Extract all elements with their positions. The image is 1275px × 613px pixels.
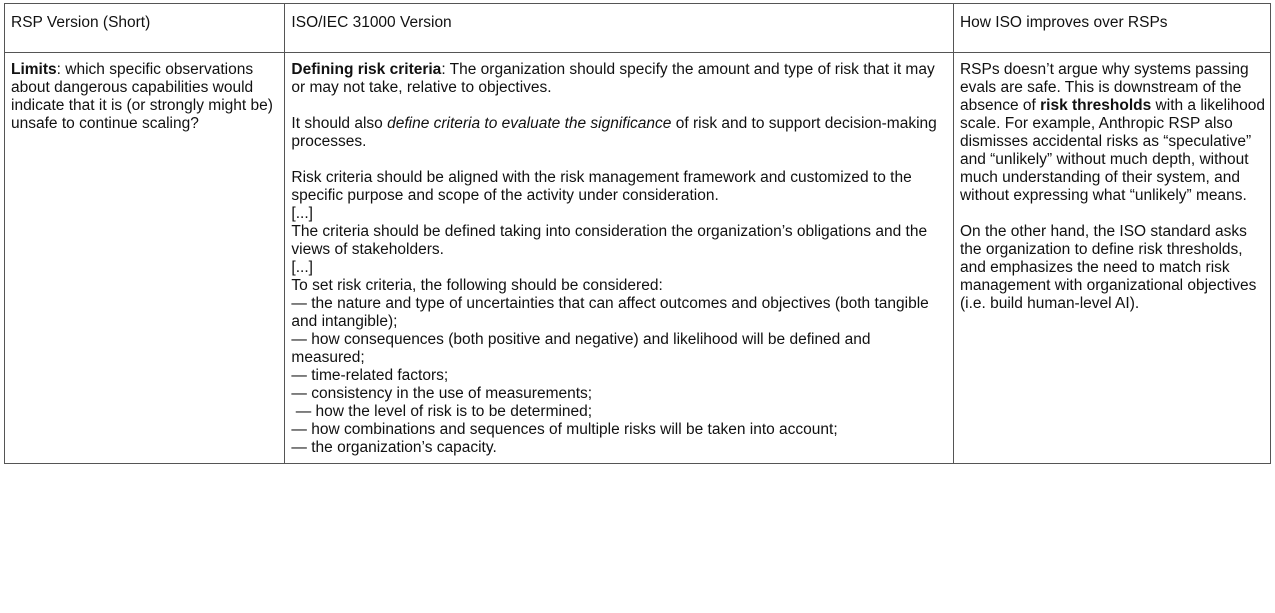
iso-paragraph-1 [291, 61, 948, 97]
iso-cell [285, 53, 954, 464]
iso-bullet: — consistency in the use of measurements; [291, 385, 593, 402]
iso-paragraph-2-pre: It should also [291, 115, 388, 132]
improve-cell [953, 53, 1270, 464]
improve-paragraph-1-pre: RSPs doesn’t argue why systems passing evals are safe. This is downstream of the absence of [959, 61, 1249, 114]
iso-ellipsis-2: [...] [291, 259, 313, 276]
iso-paragraph-1-text: : The organization should specify the amount and type of risk that it may or may not take, relative to objectives. [291, 61, 935, 96]
rsp-limits-text [11, 61, 279, 133]
iso-paragraph-3: Risk criteria should be aligned with the risk management framework and customized to the specific purpose and scope of the activity under consideration. [291, 169, 912, 204]
table-row [5, 53, 1271, 464]
iso-bullet: — how consequences (both positive and negative) and likelihood will be defined and measured; [291, 331, 871, 366]
iso-bullet: — the organization’s capacity. [291, 439, 497, 456]
improve-paragraph-2: On the other hand, the ISO standard asks the organization to define risk thresholds, and emphasizes the need to match risk management with organizational objectives (i.e. build human-level AI). [959, 223, 1257, 312]
comparison-table [4, 3, 1271, 464]
iso-bullet: — how the level of risk is to be determined; [291, 403, 593, 420]
iso-bullet: — how combinations and sequences of multiple risks will be taken into account; [291, 421, 838, 438]
header-how-iso-improves: How ISO improves over RSPs [953, 4, 1270, 53]
risk-thresholds-term: risk thresholds [1040, 97, 1152, 114]
header-rsp-version: RSP Version (Short) [5, 4, 285, 53]
table-header-row [5, 4, 1271, 53]
improve-paragraph-1 [960, 61, 1265, 205]
iso-paragraph-2-italic: define criteria to evaluate the significance [387, 115, 672, 132]
improve-paragraph-1-post: with a likelihood scale. For example, Anthropic RSP also dismisses accidental risks as “speculative” and “unlikely” without much depth, without much understanding of their system, and without expressing what “unlikely” means. [959, 97, 1265, 204]
rsp-limits-term: Limits [11, 61, 57, 78]
iso-bullet: — time-related factors; [291, 367, 449, 384]
iso-bullet: — the nature and type of uncertainties that can affect outcomes and objectives (both tangible and intangible); [291, 295, 929, 330]
iso-ellipsis-1: [...] [291, 205, 313, 222]
iso-paragraph-4: The criteria should be defined taking into consideration the organization’s obligations and the views of stakeholders. [291, 223, 928, 258]
iso-paragraph-2-post: of risk and to support decision-making processes. [291, 115, 937, 150]
rsp-limits-definition: : which specific observations about dangerous capabilities would indicate that it is (or strongly might be) unsafe to continue scaling? [11, 61, 273, 132]
iso-paragraph-2 [291, 115, 948, 151]
iso-paragraph-5: To set risk criteria, the following should be considered: [291, 277, 663, 294]
header-iso-version: ISO/IEC 31000 Version [285, 4, 954, 53]
rsp-cell [5, 53, 285, 464]
iso-defining-risk-criteria-term: Defining risk criteria [291, 61, 442, 78]
